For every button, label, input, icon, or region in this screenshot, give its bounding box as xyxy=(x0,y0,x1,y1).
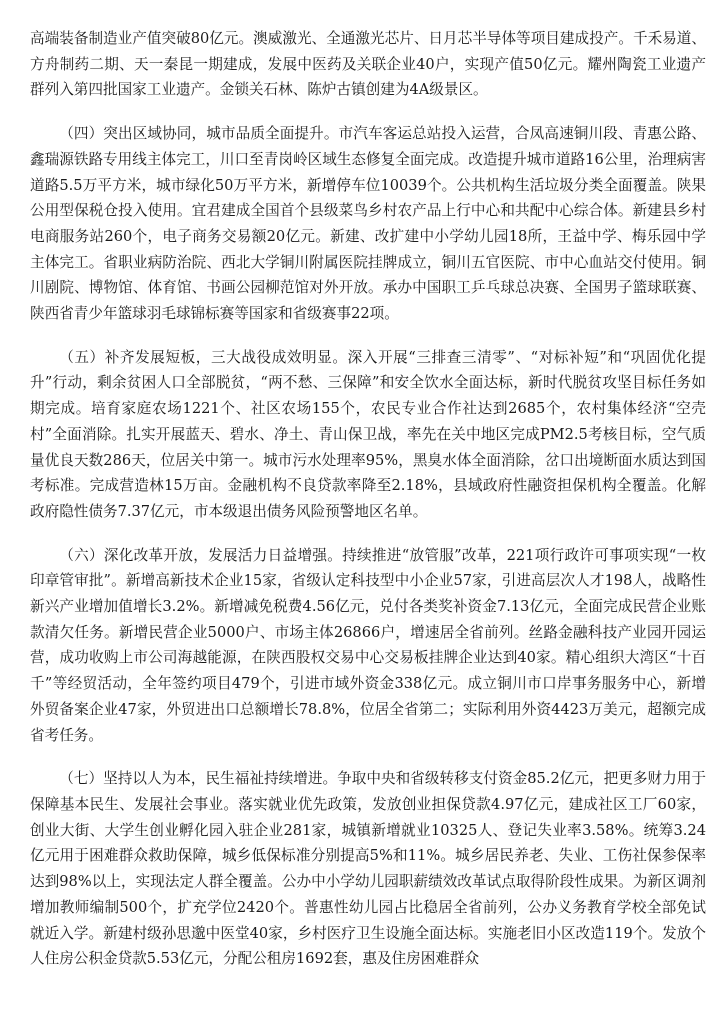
document-page xyxy=(30,26,706,972)
paragraph-gap xyxy=(30,103,706,121)
paragraph-section-6: （六）深化改革开放，发展活力日益增强。持续推进“放管服”改革，221项行政许可事项实现“一枚印章管审批”。新增高新技术企业15家，省级认定科技型中小企业57家，引进高层次人才198人，战略性新兴产业增加值增长3.2%。新增减免税费4.56亿元，兑付各类奖补资金7.13亿元，全面完成民营企业账款清欠任务。新增民营企业5000户、市场主体26866户，增速居全省前列。丝路金融科技产业园开园运营，成功收购上市公司海越能源，在陕西股权交易中心交易板挂牌企业达到40家。精心组织大湾区“十百千”等经贸活动，全年签约项目479个，引进市域外资金338亿元。成立铜川市口岸事务服务中心，新增外贸备案企业47家，外贸进出口总额增长78.8%，位居全省第二；实际利用外资4423万美元，超额完成省考任务。 xyxy=(30,546,706,744)
paragraph-gap xyxy=(30,327,706,345)
paragraph-gap xyxy=(30,748,706,766)
paragraph-section-4: （四）突出区域协同，城市品质全面提升。市汽车客运总站投入运营，合凤高速铜川段、青惠公路、鑫瑞源铁路专用线主体完工，川口至青岗岭区域生态修复全面完成。改造提升城市道路16公里，治理病害道路5.5万平方米，城市绿化50万平方米，新增停车位10039个。公共机构生活垃圾分类全面覆盖。陕果公用型保税仓投入使用。宜君建成全国首个县级菜鸟乡村农产品上行中心和共配中心综合体。新建县乡村电商服务站260个，电子商务交易额20亿元。新建、改扩建中小学幼儿园18所，王益中学、梅乐园中学主体完工。省职业病防治院、西北大学铜川附属医院挂牌成立，铜川五官医院、市中心血站交付使用。铜川剧院、博物馆、体育馆、书画公园柳范馆对外开放。承办中国职工乒乓球总决赛、全国男子篮球联赛、陕西省青少年篮球羽毛球锦标赛等国家和省级赛事22项。 xyxy=(30,125,706,323)
paragraph-continuation: 高端装备制造业产值突破80亿元。澳威激光、全通激光芯片、日月芯半导体等项目建成投产。千禾易道、方舟制药二期、天一秦昆一期建成，发展中医药及关联企业40户，实现产值50亿元。耀州陶瓷工业遗产群列入第四批国家工业遗产。金锁关石林、陈炉古镇创建为4A级景区。 xyxy=(30,30,706,99)
paragraph-section-5: （五）补齐发展短板，三大战役成效明显。深入开展“三排查三清零”、“对标补短”和“巩固优化提升”行动，剩余贫困人口全部脱贫，“两不愁、三保障”和安全饮水全面达标，新时代脱贫攻坚目标任务如期完成。培育家庭农场1221个、社区农场155个，农民专业合作社达到2685个，农村集体经济“空壳村”全面消除。扎实开展蓝天、碧水、净土、青山保卫战，率先在关中地区完成PM2.5考核目标，空气质量优良天数286天，位居关中第一。城市污水处理率95%，黑臭水体全面消除，岔口出境断面水质达到国考标准。完成营造林15万亩。金融机构不良贷款率降至2.18%，县域政府性融资担保机构全覆盖。化解政府隐性债务7.37亿元，市本级退出债务风险预警地区名单。 xyxy=(30,348,706,520)
paragraph-section-7: （七）坚持以人为本，民生福祉持续增进。争取中央和省级转移支付资金85.2亿元，把更多财力用于保障基本民生、发展社会事业。落实就业优先政策，发放创业担保贷款4.97亿元，建成社区工厂60家，创业大街、大学生创业孵化园入驻企业281家，城镇新增就业10325人、登记失业率3.58%。统筹3.24亿元用于困难群众救助保障，城乡低保标准分别提高5%和11%。城乡居民养老、失业、工伤社保参保率达到98%以上，实现法定人群全覆盖。公办中小学幼儿园职薪绩效改革试点取得阶段性成果。为新区调剂增加教师编制500个，扩充学位2420个。普惠性幼儿园占比稳居全省前列，公办义务教育学校全部免试就近入学。新建村级孙思邈中医堂40家，乡村医疗卫生设施全面达标。实施老旧小区改造119个。发放个人住房公积金贷款5.53亿元，分配公租房1692套，惠及住房困难群众 xyxy=(30,770,706,968)
paragraph-gap xyxy=(30,525,706,543)
